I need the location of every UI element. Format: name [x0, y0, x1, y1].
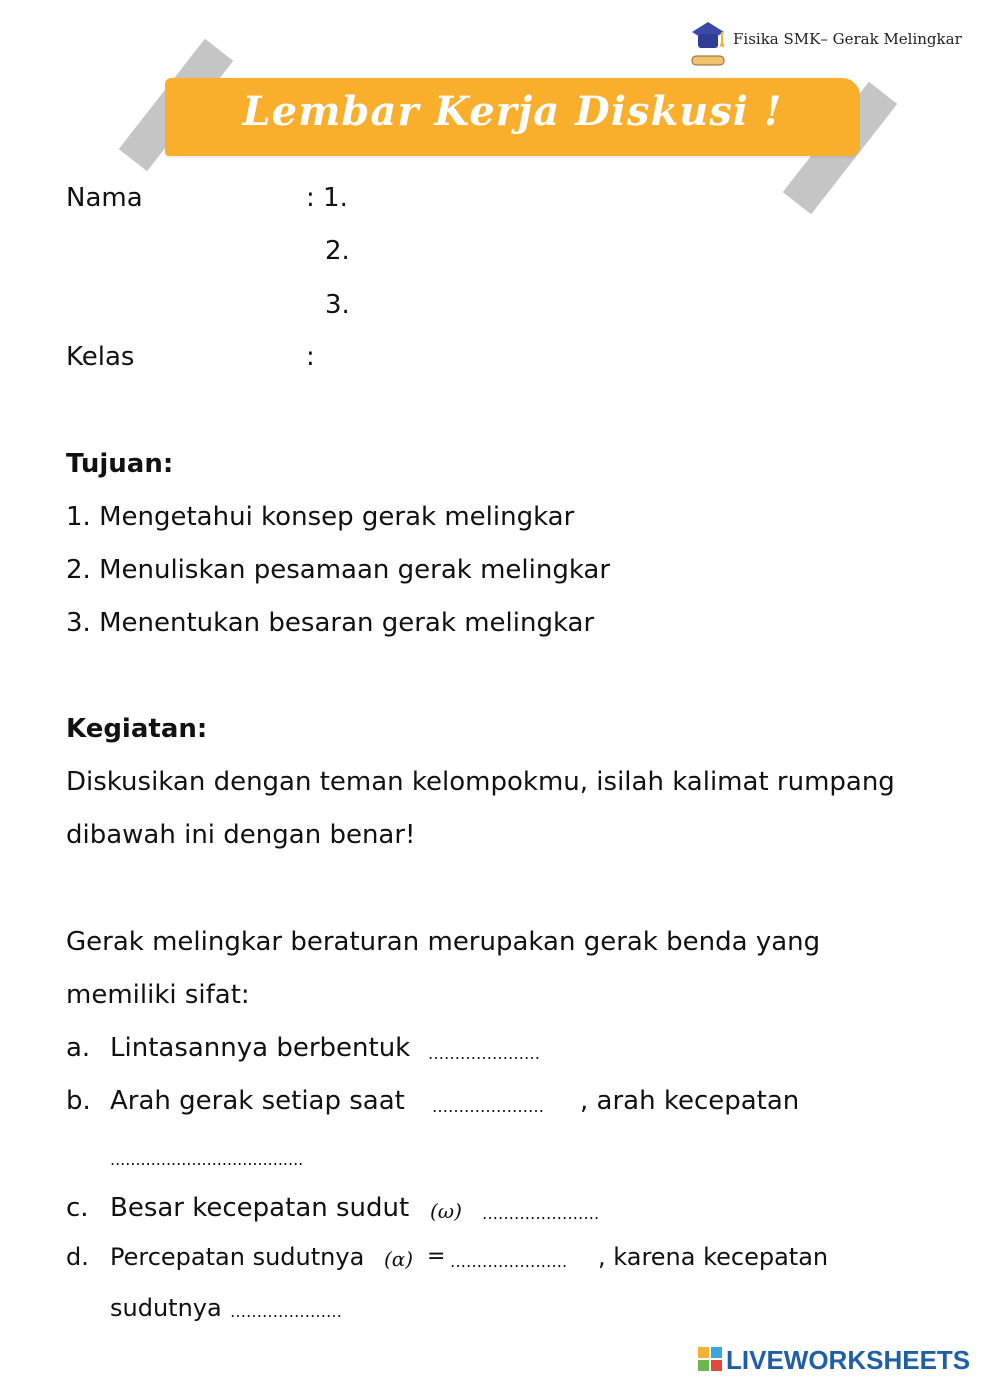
nama-label: Nama — [66, 183, 143, 213]
alpha-symbol: (α) — [384, 1247, 414, 1271]
item-c-letter: c. — [66, 1193, 89, 1223]
nama-number-3: 3. — [325, 290, 350, 320]
item-b-letter: b. — [66, 1086, 91, 1116]
omega-symbol: (ω) — [430, 1199, 462, 1223]
item-d-line-2: sudutnya — [110, 1294, 222, 1322]
item-a-letter: a. — [66, 1033, 91, 1063]
item-d-equals: = — [427, 1244, 446, 1269]
gerak-intro-1: Gerak melingkar beraturan merupakan gerak benda yang — [66, 927, 821, 957]
item-a-blank[interactable]: ………………… — [428, 1044, 540, 1063]
tujuan-item-3: 3. Menentukan besaran gerak melingkar — [66, 608, 595, 638]
item-d-blank-1[interactable]: …………………. — [450, 1252, 568, 1271]
tujuan-item-1: 1. Mengetahui konsep gerak melingkar — [66, 502, 575, 532]
item-b-blank-1[interactable]: ………………… — [432, 1097, 544, 1116]
graduation-cap-icon — [688, 20, 728, 68]
gerak-intro-2: memiliki sifat: — [66, 980, 250, 1010]
tujuan-item-2: 2. Menuliskan pesamaan gerak melingkar — [66, 555, 611, 585]
kegiatan-line-2: dibawah ini dengan benar! — [66, 820, 416, 850]
item-d-letter: d. — [66, 1243, 89, 1271]
header-note: Fisika SMK– Gerak Melingkar — [733, 30, 962, 48]
liveworksheets-logo-icon — [698, 1347, 722, 1371]
item-d-text: Percepatan sudutnya — [110, 1243, 365, 1271]
item-c-blank[interactable]: …………………. — [482, 1204, 600, 1223]
page-title: Lembar Kerja Diskusi ! — [242, 88, 783, 135]
item-c-text: Besar kecepatan sudut — [110, 1193, 410, 1223]
liveworksheets-logo[interactable]: LIVEWORKSHEETS — [726, 1345, 971, 1375]
kegiatan-heading: Kegiatan: — [66, 714, 208, 744]
kelas-label: Kelas — [66, 342, 135, 372]
kegiatan-line-1: Diskusikan dengan teman kelompokmu, isilah kalimat rumpang — [66, 767, 895, 797]
kelas-colon: : — [306, 342, 315, 372]
item-b-blank-2[interactable]: ...................................... — [110, 1150, 304, 1169]
item-d-text-2: , karena kecepatan — [598, 1243, 829, 1271]
nama-number-1: : 1. — [306, 183, 348, 213]
item-d-blank-2[interactable]: ………………… — [230, 1302, 342, 1321]
nama-number-2: 2. — [325, 236, 350, 266]
item-a-text: Lintasannya berbentuk — [110, 1033, 411, 1063]
item-b-text: Arah gerak setiap saat — [110, 1086, 405, 1116]
tujuan-heading: Tujuan: — [66, 449, 174, 479]
item-b-text-2: , arah kecepatan — [580, 1086, 800, 1116]
